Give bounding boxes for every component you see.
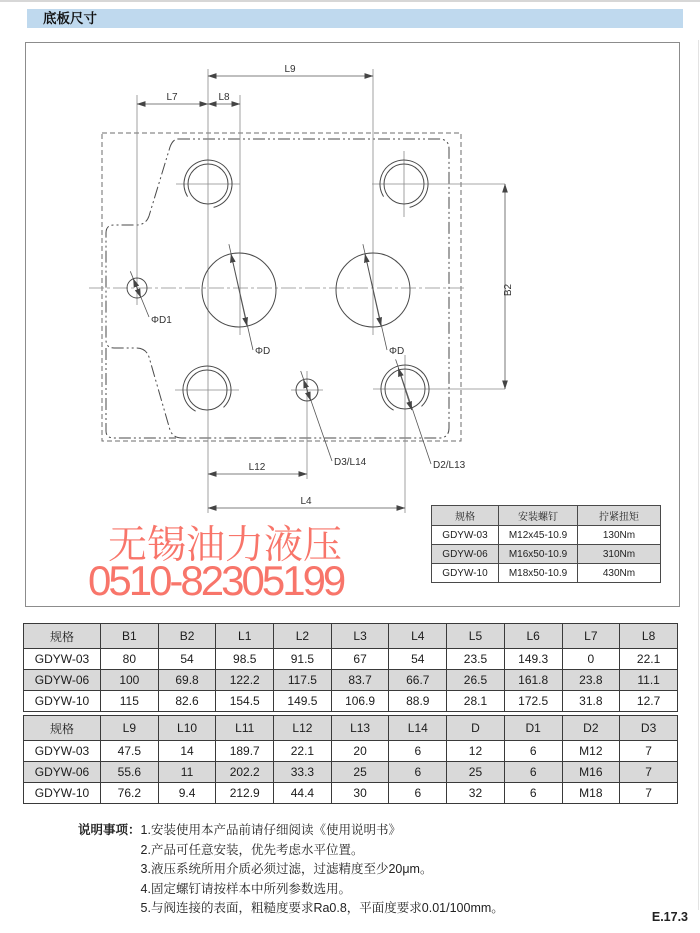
table-cell: 149.5 — [274, 691, 332, 712]
dimension-drawing — [25, 42, 680, 607]
table-cell: 6 — [389, 762, 447, 783]
column-header: L10 — [158, 716, 216, 741]
table-row — [432, 545, 661, 564]
table-cell: 14 — [158, 741, 216, 762]
watermark-phone: 0510-82305199 — [88, 557, 344, 604]
column-header: L13 — [331, 716, 389, 741]
notes-label: 说明事项： — [78, 823, 141, 837]
dim-label-l8: L8 — [218, 92, 230, 103]
table-cell: 30 — [331, 783, 389, 804]
table-cell: 12.7 — [620, 691, 678, 712]
column-header: 安装螺钉 — [499, 506, 578, 526]
note-item: 4.固定螺钉请按样本中所列参数选用。 — [140, 881, 351, 896]
dimension-table-2 — [23, 715, 678, 804]
header-row — [24, 624, 678, 649]
row-header: GDYW-03 — [24, 741, 101, 762]
table-cell: M18 — [562, 783, 620, 804]
table-cell: 189.7 — [216, 741, 274, 762]
table-cell: 26.5 — [447, 670, 505, 691]
dim-label-phi-d-left: ΦD — [255, 346, 271, 357]
dim-label-b2: B2 — [503, 283, 514, 297]
page-edge-right — [698, 40, 699, 910]
column-header: 规格 — [432, 506, 499, 526]
note-item: 1.安装使用本产品前请仔细阅读《使用说明书》 — [140, 823, 401, 837]
column-header: L7 — [562, 624, 620, 649]
column-header: D1 — [504, 716, 562, 741]
table-cell: 28.1 — [447, 691, 505, 712]
page-edge-top — [0, 0, 700, 2]
table-cell: 12 — [447, 741, 505, 762]
notes-section — [78, 821, 504, 919]
table-cell: 98.5 — [216, 649, 274, 670]
table-cell: 22.1 — [274, 741, 332, 762]
table-cell: 161.8 — [504, 670, 562, 691]
column-header: D3 — [620, 716, 678, 741]
watermark-company: 无锡油力液压 — [108, 524, 343, 567]
table-cell: 100 — [101, 670, 159, 691]
section-title-bar — [27, 9, 683, 28]
dim-label-d2-l13: D2/L13 — [433, 460, 466, 471]
dim-label-l7: L7 — [166, 92, 178, 103]
table-cell: 88.9 — [389, 691, 447, 712]
table-cell: 6 — [389, 741, 447, 762]
table-cell: 6 — [389, 783, 447, 804]
table-row — [24, 649, 678, 670]
table-cell: 6 — [504, 762, 562, 783]
dim-label-d3-l14: D3/L14 — [334, 457, 367, 468]
table-cell: 23.5 — [447, 649, 505, 670]
row-header: GDYW-06 — [24, 670, 101, 691]
row-header: GDYW-10 — [432, 564, 499, 583]
dim-label-l9: L9 — [284, 64, 296, 75]
notes-list — [141, 821, 504, 919]
table-cell: 91.5 — [274, 649, 332, 670]
table-cell: M18x50-10.9 — [499, 564, 578, 583]
leader-lines — [130, 244, 431, 464]
row-header: GDYW-03 — [432, 526, 499, 545]
table-cell: 122.2 — [216, 670, 274, 691]
table-cell: 130Nm — [578, 526, 661, 545]
table-cell: 11 — [158, 762, 216, 783]
column-header: L8 — [620, 624, 678, 649]
column-header: L12 — [274, 716, 332, 741]
column-header: L9 — [101, 716, 159, 741]
table-cell: 33.3 — [274, 762, 332, 783]
table-cell: 55.6 — [101, 762, 159, 783]
screw-spec-table — [431, 505, 661, 583]
table-cell: 106.9 — [331, 691, 389, 712]
column-header: L3 — [331, 624, 389, 649]
table-cell: 310Nm — [578, 545, 661, 564]
table-cell: 117.5 — [274, 670, 332, 691]
table-cell: 0 — [562, 649, 620, 670]
page-number: E.17.3 — [651, 910, 688, 924]
table-cell: 54 — [158, 649, 216, 670]
table-row — [24, 783, 678, 804]
table-cell: 31.8 — [562, 691, 620, 712]
table-cell: 149.3 — [504, 649, 562, 670]
table-cell: M16 — [562, 762, 620, 783]
holes — [127, 151, 438, 423]
dim-label-l4: L4 — [300, 496, 312, 507]
column-header: 拧紧扭矩 — [578, 506, 661, 526]
table-cell: 212.9 — [216, 783, 274, 804]
column-header: D2 — [562, 716, 620, 741]
table-cell: 25 — [447, 762, 505, 783]
table-cell: 83.7 — [331, 670, 389, 691]
table-row — [24, 691, 678, 712]
table-cell: 11.1 — [620, 670, 678, 691]
table-row — [24, 762, 678, 783]
table-cell: 6 — [504, 741, 562, 762]
column-header: L4 — [389, 624, 447, 649]
dimension-table-1 — [23, 623, 678, 712]
page-title: 底板尺寸 — [43, 11, 97, 26]
table-cell: 22.1 — [620, 649, 678, 670]
table-cell: 7 — [620, 741, 678, 762]
table-cell: 7 — [620, 783, 678, 804]
column-header: 规格 — [24, 624, 101, 649]
row-header: GDYW-10 — [24, 783, 101, 804]
dim-label-l12: L12 — [248, 462, 266, 473]
table-cell: 69.8 — [158, 670, 216, 691]
table-cell: M12x45-10.9 — [499, 526, 578, 545]
header-row — [24, 716, 678, 741]
column-header: B1 — [101, 624, 159, 649]
row-header: GDYW-06 — [24, 762, 101, 783]
column-header: 规格 — [24, 716, 101, 741]
table-cell: 202.2 — [216, 762, 274, 783]
table-row — [24, 741, 678, 762]
table-row — [432, 564, 661, 583]
centerlines — [89, 69, 505, 513]
table-cell: 172.5 — [504, 691, 562, 712]
table-cell: 66.7 — [389, 670, 447, 691]
table-cell: 80 — [101, 649, 159, 670]
note-item: 2.产品可任意安装，优先考虑水平位置。 — [140, 842, 364, 857]
table-cell: 7 — [620, 762, 678, 783]
header-row — [432, 506, 661, 526]
row-header: GDYW-06 — [432, 545, 499, 564]
table-cell: 82.6 — [158, 691, 216, 712]
note-item: 3.液压系统所用介质必须过滤，过滤精度至少20μm。 — [140, 862, 433, 876]
table-cell: 44.4 — [274, 783, 332, 804]
table-cell: 20 — [331, 741, 389, 762]
row-header: GDYW-03 — [24, 649, 101, 670]
column-header: L14 — [389, 716, 447, 741]
table-cell: 6 — [504, 783, 562, 804]
column-header: B2 — [158, 624, 216, 649]
column-header: D — [447, 716, 505, 741]
dimension-lines — [137, 76, 505, 508]
table-cell: 76.2 — [101, 783, 159, 804]
table-cell: 47.5 — [101, 741, 159, 762]
table-cell: 115 — [101, 691, 159, 712]
dim-label-phi-d-right: ΦD — [389, 346, 405, 357]
table-cell: 32 — [447, 783, 505, 804]
table-cell: 54 — [389, 649, 447, 670]
table-cell: 25 — [331, 762, 389, 783]
table-row — [24, 670, 678, 691]
column-header: L11 — [216, 716, 274, 741]
table-cell: 154.5 — [216, 691, 274, 712]
table-cell: 430Nm — [578, 564, 661, 583]
column-header: L5 — [447, 624, 505, 649]
table-cell: 23.8 — [562, 670, 620, 691]
note-item: 5.与阀连接的表面，粗糙度要求Ra0.8，平面度要求0.01/100mm。 — [140, 901, 504, 915]
table-cell: 67 — [331, 649, 389, 670]
table-cell: 9.4 — [158, 783, 216, 804]
row-header: GDYW-10 — [24, 691, 101, 712]
column-header: L2 — [274, 624, 332, 649]
table-cell: M16x50-10.9 — [499, 545, 578, 564]
table-cell: M12 — [562, 741, 620, 762]
column-header: L6 — [504, 624, 562, 649]
column-header: L1 — [216, 624, 274, 649]
table-row — [432, 526, 661, 545]
dim-label-phi-d1: ΦD1 — [151, 315, 172, 326]
